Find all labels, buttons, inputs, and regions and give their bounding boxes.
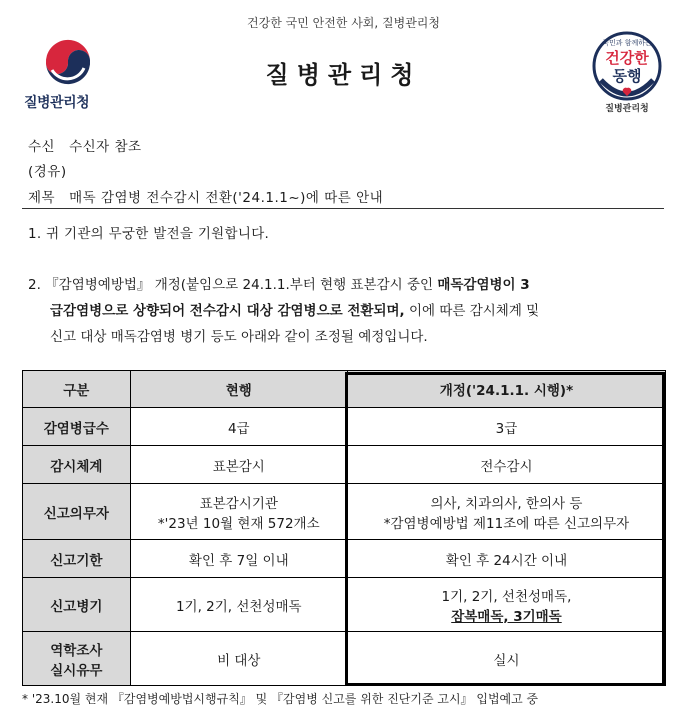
row-revised: 실시	[347, 632, 665, 686]
table-row	[23, 446, 666, 484]
footnote: * '23.10월 현재 『감염병예방법시행규칙』 및 『감염병 신고를 위한 진단기준 고시』 입법예고 중	[22, 692, 539, 706]
table-header-category: 구분	[23, 371, 131, 408]
para2-line2-post: 이에 따른 감시체계 및	[404, 303, 540, 319]
table-header-row	[23, 371, 666, 408]
row-current: 표본감시	[130, 446, 347, 484]
row-current-line2: *'23년 10월 현재 572개소	[157, 515, 320, 532]
row-revised	[347, 578, 665, 632]
row-revised-line1: 1기, 2기, 선천성매독,	[441, 588, 572, 605]
comparison-table	[22, 370, 666, 686]
recipient-value: 수신자 참조	[69, 139, 142, 155]
para2-line3: 신고 대상 매독감염병 병기 등도 아래와 같이 조정될 예정입니다.	[50, 329, 428, 345]
badge-line2: 동행	[612, 67, 642, 85]
row-label: 신고의무자	[23, 484, 131, 540]
paragraph-2	[28, 272, 668, 350]
subject-line	[28, 186, 383, 206]
row-label-line2: 실시유무	[50, 662, 103, 679]
row-revised: 3급	[347, 408, 665, 446]
row-label-line1: 역학조사	[50, 642, 103, 659]
page-title: 질병관리청	[265, 60, 422, 89]
table-row	[23, 484, 666, 540]
row-label	[23, 632, 131, 686]
row-current	[130, 484, 347, 540]
para2-line1-pre: 2. 『감염병예방법』 개정(붙임으로 24.1.1.부터 현행 표본감시 중인	[28, 277, 438, 293]
table-row	[23, 578, 666, 632]
para2-line1-bold: 매독감염병이 3	[437, 277, 530, 293]
table-header-revised: 개정('24.1.1. 시행)*	[347, 371, 665, 408]
row-label: 신고병기	[23, 578, 131, 632]
row-label: 감염병급수	[23, 408, 131, 446]
row-current: 1기, 2기, 선천성매독	[130, 578, 347, 632]
subject-label: 제목	[28, 190, 56, 206]
kdca-logo-text: 질병관리청	[24, 95, 90, 111]
badge-line1: 건강한	[605, 49, 649, 67]
slogan: 건강한 국민 안전한 사회, 질병관리청	[247, 16, 440, 30]
campaign-badge	[587, 30, 667, 114]
table-row	[23, 408, 666, 446]
row-revised: 전수감시	[347, 446, 665, 484]
subject-value: 매독 감염병 전수감시 전환('24.1.1~)에 따른 안내	[69, 190, 384, 206]
badge-org-text: 질병관리청	[605, 104, 649, 114]
row-revised-line1: 의사, 치과의사, 한의사 등	[430, 495, 583, 512]
row-label: 감시체계	[23, 446, 131, 484]
row-current-line1: 표본감시기관	[199, 495, 278, 512]
badge-top-text: 국민과 함께하는	[602, 39, 652, 47]
subject-divider	[22, 208, 664, 209]
table-row	[23, 540, 666, 578]
row-revised-line2: *감염병예방법 제11조에 따른 신고의무자	[383, 515, 630, 532]
row-label: 신고기한	[23, 540, 131, 578]
table-header-current: 현행	[130, 371, 347, 408]
recipient-line	[28, 135, 142, 155]
row-revised: 확인 후 24시간 이내	[347, 540, 665, 578]
via-label: (경유)	[28, 164, 67, 180]
row-current: 확인 후 7일 이내	[130, 540, 347, 578]
para2-line2-bold: 급감염병으로 상향되어 전수감시 대상 감염병으로 전환되며,	[50, 303, 405, 319]
row-current: 비 대상	[130, 632, 347, 686]
paragraph-1: 1. 귀 기관의 무궁한 발전을 기원합니다.	[28, 226, 270, 242]
row-current: 4급	[130, 408, 347, 446]
row-revised	[347, 484, 665, 540]
row-revised-line2: 잠복매독, 3기매독	[451, 608, 562, 625]
heart-hands-badge-icon	[587, 30, 667, 102]
via-line	[28, 160, 67, 180]
recipient-label: 수신	[28, 139, 56, 155]
table-row	[23, 632, 666, 686]
